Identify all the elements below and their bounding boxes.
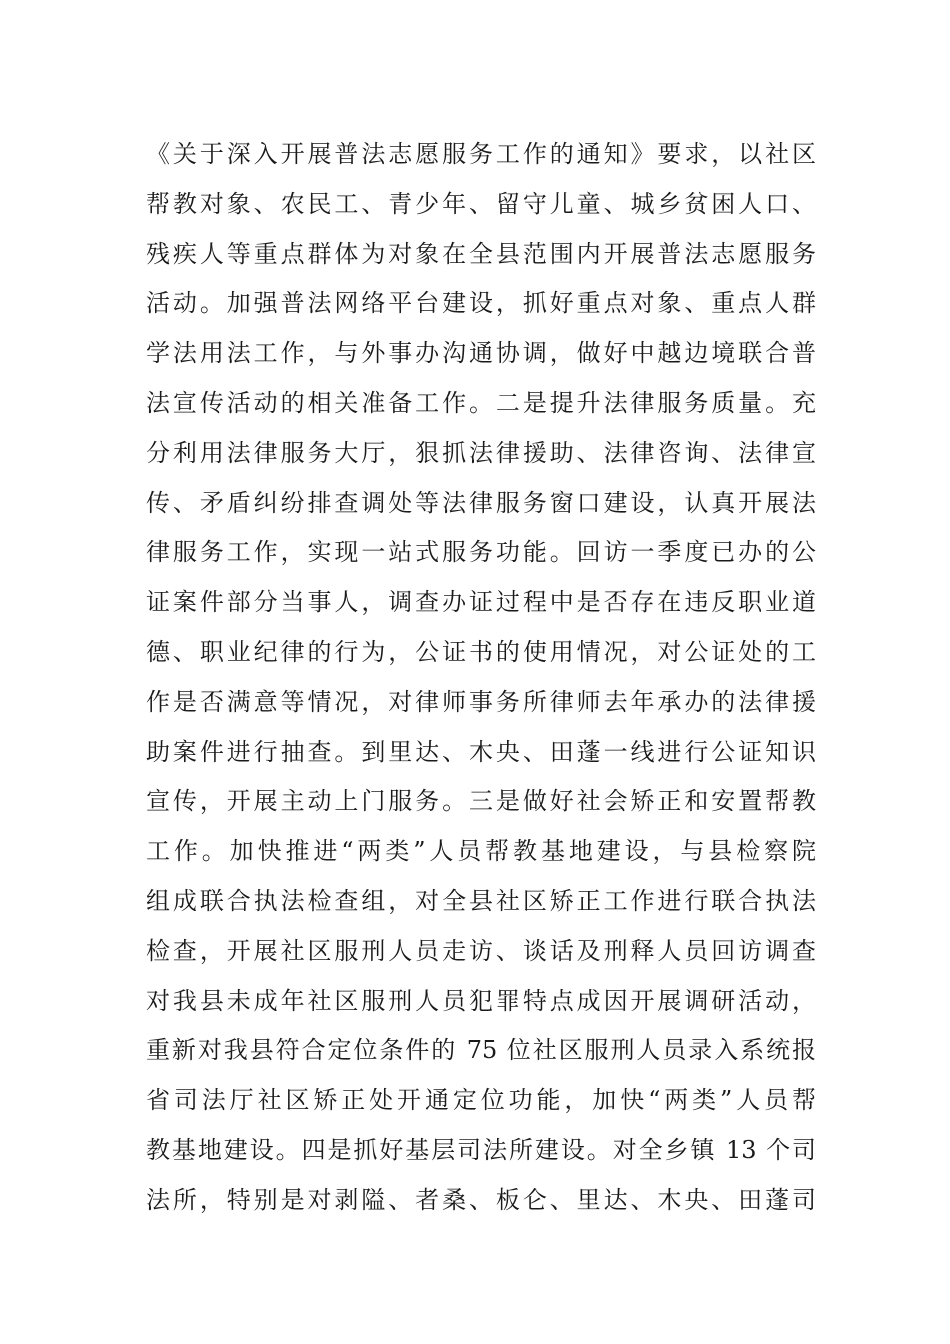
text-line-8: 传、矛盾纠纷排查调处等法律服务窗口建设，认真开展法 xyxy=(146,488,816,517)
text-line-5: 学法用法工作，与外事办沟通协调，做好中越边境联合普 xyxy=(146,339,816,368)
text-line-13: 助案件进行抽查。到里达、木央、田蓬一线进行公证知识 xyxy=(146,737,816,766)
text-line-4: 活动。加强普法网络平台建设，抓好重点对象、重点人群 xyxy=(146,289,816,318)
text-line-7: 分利用法律服务大厅，狠抓法律援助、法律咨询、法律宣 xyxy=(146,438,816,467)
text-line-2: 帮教对象、农民工、青少年、留守儿童、城乡贫困人口、 xyxy=(146,189,816,218)
text-line-3: 残疾人等重点群体为对象在全县范围内开展普法志愿服务 xyxy=(146,239,816,268)
text-line-18: 对我县未成年社区服刑人员犯罪特点成因开展调研活动， xyxy=(146,986,816,1015)
body-text xyxy=(146,130,816,1226)
text-line-17: 检查，开展社区服刑人员走访、谈话及刑释人员回访调查 xyxy=(146,936,816,965)
text-line-15: 工作。加快推进“两类”人员帮教基地建设，与县检察院 xyxy=(146,837,816,866)
text-line-6: 法宣传活动的相关准备工作。二是提升法律服务质量。充 xyxy=(146,388,816,417)
text-line-10: 证案件部分当事人，调查办证过程中是否存在违反职业道 xyxy=(146,588,816,617)
text-line-16: 组成联合执法检查组，对全县社区矫正工作进行联合执法 xyxy=(146,886,816,915)
text-line-1: 《关于深入开展普法志愿服务工作的通知》要求，以社区 xyxy=(146,140,816,168)
text-line-12: 作是否满意等情况，对律师事务所律师去年承办的法律援 xyxy=(146,687,816,716)
text-line-22: 法所，特别是对剥隘、者桑、板仑、里达、木央、田蓬司 xyxy=(146,1185,816,1214)
text-line-21: 教基地建设。四是抓好基层司法所建设。对全乡镇 13 个司 xyxy=(146,1135,816,1164)
text-line-11: 德、职业纪律的行为，公证书的使用情况，对公证处的工 xyxy=(146,637,816,666)
text-line-20: 省司法厅社区矫正处开通定位功能，加快“两类”人员帮 xyxy=(146,1086,816,1115)
text-line-19: 重新对我县符合定位条件的 75 位社区服刑人员录入系统报 xyxy=(146,1036,816,1065)
text-line-9: 律服务工作，实现一站式服务功能。回访一季度已办的公 xyxy=(146,538,816,567)
text-line-14: 宣传，开展主动上门服务。三是做好社会矫正和安置帮教 xyxy=(146,787,816,816)
